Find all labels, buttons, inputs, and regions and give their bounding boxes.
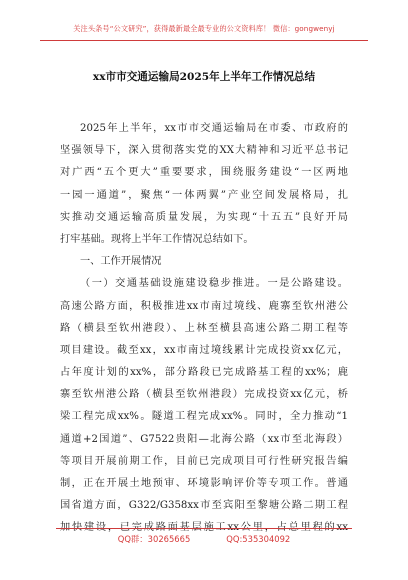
body-line: 实推动交通运输高质量发展，为实现“十五五”良好开局 xyxy=(60,211,348,223)
body-line: 加快建设，已完成路面基层施工xx公里，占总里程的xx xyxy=(60,522,348,534)
body-line: 通道+2国道”、G7522贵阳—北海公路（xx市至北海段） xyxy=(60,433,348,445)
body-line: 对广西“五个更大”重要要求，围绕服务建设“一区两地 xyxy=(60,167,348,179)
footer-qq-group: QQ群：30265665 xyxy=(117,534,191,544)
body-line: 国省道方面，G322/G358xx市至宾阳至黎塘公路二期工程 xyxy=(60,500,348,512)
body-line: 2025年上半年，xx市市交通运输局在市委、市政府的 xyxy=(80,123,348,134)
body-line: 路（横县至钦州港段）、上林至横县高速公路二期工程等 xyxy=(60,322,348,334)
body-line: 占年度计划的xx%，部分路段已完成路基工程的xx%；鹿 xyxy=(60,367,348,379)
footer-divider xyxy=(56,528,352,529)
body-line: 坚强领导下，深入贯彻落实党的XX大精神和习近平总书记 xyxy=(60,145,348,157)
page-footer xyxy=(0,533,408,545)
body-line: 等项目开展前期工作，目前已完成项目可行性研究报告编 xyxy=(60,455,348,467)
section-heading: 一、工作开展情况 xyxy=(80,256,162,268)
footer-qq-contact: QQ:535304092 xyxy=(226,534,291,544)
body-line: 项目建设。截至xx，xx市南过境线累计完成投资xx亿元， xyxy=(60,344,348,356)
body-line: 制，正在开展土地预审、环境影响评价等专项工作。普通 xyxy=(60,478,348,489)
body-line: （一）交通基础设施建设稳步推进。一是公路建设。 xyxy=(80,278,348,290)
body-line: 打牢基础。现将上半年工作情况总结如下。 xyxy=(60,233,254,245)
body-line: 高速公路方面，积极推进xx市南过境线、鹿寨至钦州港公 xyxy=(60,300,348,312)
body-line: 梁工程完成xx%。隧道工程完成xx%。同时，全力推动“1 xyxy=(60,411,348,423)
page-header-banner: 关注头条号“公文研究”，获得最新最全最专业的公文资料库！ 微信：gongwenyj xyxy=(73,24,335,33)
header-divider xyxy=(40,40,368,41)
document-title: xx市市交通运输局2025年上半年工作情况总结 xyxy=(92,71,316,83)
document-body xyxy=(60,118,348,540)
body-line: 一园一通道”，聚焦“一体两翼”产业空间发展格局，扎 xyxy=(60,189,348,201)
body-line: 寨至钦州港公路（横县至钦州港段）完成投资xx亿元，桥 xyxy=(60,389,348,401)
